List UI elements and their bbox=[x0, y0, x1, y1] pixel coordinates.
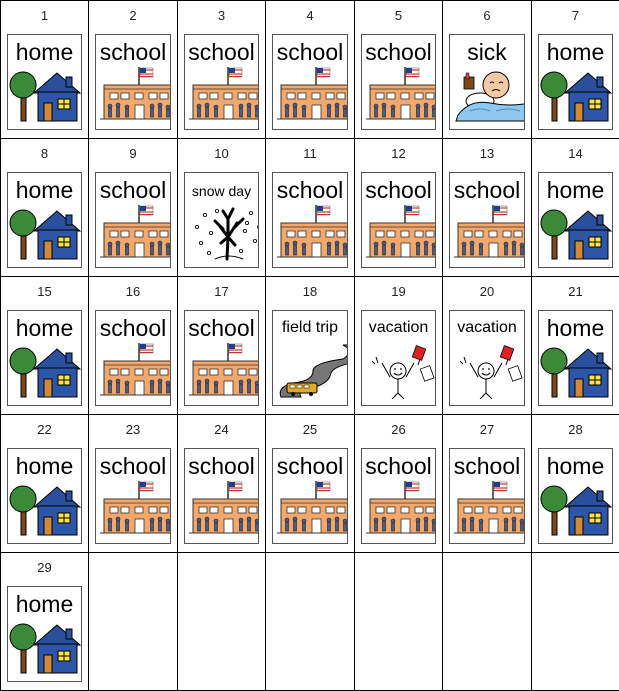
home-picture bbox=[8, 341, 81, 399]
school-picture bbox=[273, 203, 347, 261]
house-chimney bbox=[597, 353, 603, 363]
school-picture bbox=[185, 65, 258, 123]
house-icon bbox=[8, 479, 82, 537]
activity-card-school bbox=[272, 172, 348, 268]
snow-tree-icon bbox=[185, 203, 259, 261]
calendar-day-10 bbox=[177, 138, 266, 277]
school-picture bbox=[185, 341, 258, 399]
school-picture bbox=[362, 203, 435, 261]
calendar-day-11 bbox=[265, 138, 355, 277]
day-number: 1 bbox=[40, 8, 49, 23]
day-number: 10 bbox=[214, 146, 229, 161]
home-picture bbox=[539, 479, 612, 537]
calendar-day-1 bbox=[0, 0, 89, 139]
activity-card-school bbox=[184, 310, 259, 406]
day-number: 15 bbox=[37, 284, 52, 299]
head bbox=[390, 363, 406, 379]
day-number: 29 bbox=[37, 560, 52, 575]
school-icon bbox=[362, 479, 436, 537]
activity-label: school bbox=[453, 177, 521, 203]
home-picture bbox=[8, 65, 81, 123]
calendar-day-3 bbox=[177, 0, 266, 139]
calendar-day-6 bbox=[442, 0, 532, 139]
day-number: 7 bbox=[571, 8, 580, 23]
activity-label: field trip bbox=[281, 319, 339, 336]
home-picture bbox=[539, 341, 612, 399]
day-number: 11 bbox=[303, 146, 317, 161]
home-picture bbox=[8, 617, 81, 675]
happy-person-icon bbox=[362, 341, 436, 399]
activity-card-school bbox=[272, 448, 348, 544]
house-roof bbox=[34, 211, 80, 231]
tree-leaves bbox=[10, 72, 36, 98]
calendar-day-25 bbox=[265, 414, 355, 553]
activity-label: school bbox=[365, 453, 432, 479]
activity-label: school bbox=[453, 453, 521, 479]
house-roof bbox=[565, 349, 611, 369]
calendar-day-13 bbox=[442, 138, 532, 277]
school-picture bbox=[96, 341, 170, 399]
activity-card-home bbox=[538, 448, 613, 544]
day-number: 27 bbox=[479, 422, 495, 437]
red-tag bbox=[412, 346, 426, 361]
day-number: 19 bbox=[391, 284, 406, 299]
house-chimney bbox=[66, 215, 72, 225]
tree-leaves bbox=[10, 486, 36, 512]
school-picture bbox=[273, 65, 347, 123]
vacation-picture bbox=[362, 341, 435, 399]
activity-label: school bbox=[276, 453, 344, 479]
activity-card-fieldtrip bbox=[272, 310, 348, 406]
activity-card-school bbox=[272, 34, 348, 130]
activity-card-home bbox=[7, 586, 82, 682]
tree-leaves bbox=[10, 624, 36, 650]
activity-label: home bbox=[15, 39, 74, 65]
sick-picture bbox=[450, 65, 524, 123]
day-number: 18 bbox=[302, 284, 318, 299]
paper bbox=[508, 366, 522, 382]
activity-label: snow day bbox=[191, 183, 252, 199]
school-icon bbox=[96, 341, 171, 399]
school-icon bbox=[96, 479, 171, 537]
house-roof bbox=[34, 625, 80, 645]
house-door bbox=[44, 379, 52, 397]
house-chimney bbox=[66, 629, 72, 639]
activity-label: home bbox=[546, 315, 605, 341]
activity-label: home bbox=[15, 315, 74, 341]
calendar-day-14 bbox=[531, 138, 619, 277]
day-number: 2 bbox=[129, 8, 137, 23]
day-number: 17 bbox=[214, 284, 229, 299]
empty-calendar-cell bbox=[442, 552, 532, 691]
activity-label: school bbox=[276, 39, 344, 65]
school-picture bbox=[362, 479, 435, 537]
activity-card-school bbox=[184, 34, 259, 130]
school-door bbox=[489, 243, 498, 257]
school-icon bbox=[96, 203, 171, 261]
day-number: 9 bbox=[129, 146, 137, 161]
school-door bbox=[489, 519, 498, 533]
house-icon bbox=[539, 203, 613, 261]
house-roof bbox=[565, 211, 611, 231]
head bbox=[478, 363, 494, 379]
tree-leaves bbox=[541, 72, 567, 98]
home-picture bbox=[8, 479, 81, 537]
school-door bbox=[312, 243, 321, 257]
activity-label: home bbox=[15, 177, 74, 203]
fieldtrip-picture bbox=[273, 341, 347, 399]
home-picture bbox=[539, 65, 612, 123]
activity-label: school bbox=[99, 315, 167, 341]
activity-label: vacation bbox=[457, 319, 517, 336]
school-door bbox=[135, 105, 144, 119]
school-icon bbox=[96, 65, 171, 123]
activity-card-snow bbox=[184, 172, 259, 268]
activity-label: home bbox=[15, 453, 74, 479]
school-door bbox=[224, 381, 233, 395]
house-icon bbox=[8, 65, 82, 123]
tree-leaves bbox=[10, 210, 36, 236]
school-icon bbox=[362, 203, 436, 261]
activity-card-home bbox=[538, 34, 613, 130]
day-number: 25 bbox=[302, 422, 318, 437]
calendar-day-5 bbox=[354, 0, 443, 139]
activity-card-vacation bbox=[449, 310, 525, 406]
school-picture bbox=[450, 479, 524, 537]
activity-card-school bbox=[449, 448, 525, 544]
activity-card-school bbox=[95, 448, 171, 544]
school-picture bbox=[96, 203, 170, 261]
calendar-day-22 bbox=[0, 414, 89, 553]
house-roof bbox=[34, 349, 80, 369]
calendar-day-16 bbox=[88, 276, 178, 415]
activity-card-school bbox=[95, 34, 171, 130]
empty-calendar-cell bbox=[177, 552, 266, 691]
school-picture bbox=[273, 479, 347, 537]
house-chimney bbox=[597, 77, 603, 87]
empty-calendar-cell bbox=[354, 552, 443, 691]
school-door bbox=[224, 519, 233, 533]
home-picture bbox=[8, 203, 81, 261]
school-icon bbox=[362, 65, 436, 123]
happy-person-icon bbox=[450, 341, 525, 399]
day-number: 5 bbox=[394, 8, 403, 23]
activity-card-home bbox=[7, 448, 82, 544]
tree-leaves bbox=[541, 210, 567, 236]
house-roof bbox=[565, 487, 611, 507]
calendar-day-12 bbox=[354, 138, 443, 277]
day-number: 24 bbox=[214, 422, 229, 437]
day-number: 21 bbox=[568, 284, 583, 299]
activity-label: school bbox=[99, 177, 167, 203]
day-number: 13 bbox=[479, 146, 495, 161]
house-icon bbox=[8, 617, 82, 675]
school-icon bbox=[273, 65, 348, 123]
house-door bbox=[44, 103, 52, 121]
school-picture bbox=[362, 65, 435, 123]
activity-card-school bbox=[361, 448, 436, 544]
tree-leaves bbox=[541, 348, 567, 374]
school-door bbox=[135, 519, 144, 533]
house-icon bbox=[539, 341, 613, 399]
school-icon bbox=[450, 203, 525, 261]
house-chimney bbox=[66, 353, 72, 363]
house-door bbox=[575, 241, 583, 259]
calendar-day-28 bbox=[531, 414, 619, 553]
activity-card-home bbox=[538, 310, 613, 406]
calendar-day-26 bbox=[354, 414, 443, 553]
calendar-day-2 bbox=[88, 0, 178, 139]
vacation-picture bbox=[450, 341, 524, 399]
activity-card-school bbox=[361, 34, 436, 130]
house-icon bbox=[8, 341, 82, 399]
calendar-day-23 bbox=[88, 414, 178, 553]
calendar-day-7 bbox=[531, 0, 619, 139]
calendar-day-8 bbox=[0, 138, 89, 277]
day-number: 8 bbox=[40, 146, 49, 161]
day-number: 22 bbox=[37, 422, 52, 437]
tree-leaves bbox=[10, 348, 36, 374]
activity-label: school bbox=[276, 177, 344, 203]
day-number: 28 bbox=[568, 422, 583, 437]
empty-calendar-cell bbox=[531, 552, 619, 691]
activity-label: school bbox=[365, 177, 432, 203]
activity-label: school bbox=[188, 453, 255, 479]
school-icon bbox=[185, 341, 259, 399]
school-icon bbox=[273, 203, 348, 261]
calendar-day-17 bbox=[177, 276, 266, 415]
house-icon bbox=[539, 479, 613, 537]
activity-label: home bbox=[546, 177, 605, 203]
day-number: 23 bbox=[125, 422, 141, 437]
day-number: 20 bbox=[479, 284, 495, 299]
school-door bbox=[312, 519, 321, 533]
activity-card-school bbox=[449, 172, 525, 268]
day-number: 26 bbox=[391, 422, 406, 437]
red-tag bbox=[500, 346, 514, 361]
home-picture bbox=[539, 203, 612, 261]
activity-label: sick bbox=[467, 39, 507, 65]
calendar-day-18 bbox=[265, 276, 355, 415]
activity-label: home bbox=[546, 39, 605, 65]
school-door bbox=[224, 105, 233, 119]
activity-card-school bbox=[95, 172, 171, 268]
activity-card-school bbox=[95, 310, 171, 406]
day-number: 3 bbox=[217, 8, 226, 23]
house-chimney bbox=[597, 215, 603, 225]
house-chimney bbox=[66, 77, 72, 87]
blanket bbox=[456, 102, 525, 121]
calendar-day-21 bbox=[531, 276, 619, 415]
house-door bbox=[575, 379, 583, 397]
bus-road-icon bbox=[273, 341, 348, 399]
house-door bbox=[575, 517, 583, 535]
calendar-day-19 bbox=[354, 276, 443, 415]
calendar-day-20 bbox=[442, 276, 532, 415]
activity-card-school bbox=[361, 172, 436, 268]
school-door bbox=[135, 243, 144, 257]
day-number: 4 bbox=[306, 8, 314, 23]
activity-label: school bbox=[188, 315, 255, 341]
activity-label: school bbox=[365, 39, 432, 65]
activity-card-sick bbox=[449, 34, 525, 130]
house-roof bbox=[34, 73, 80, 93]
house-chimney bbox=[597, 491, 603, 501]
school-door bbox=[135, 381, 144, 395]
calendar-day-4 bbox=[265, 0, 355, 139]
calendar-day-24 bbox=[177, 414, 266, 553]
house-icon bbox=[8, 203, 82, 261]
calendar-day-15 bbox=[0, 276, 89, 415]
house-door bbox=[44, 517, 52, 535]
empty-calendar-cell bbox=[265, 552, 355, 691]
face bbox=[483, 72, 509, 98]
calendar-day-27 bbox=[442, 414, 532, 553]
school-icon bbox=[273, 479, 348, 537]
house-door bbox=[44, 241, 52, 259]
school-icon bbox=[450, 479, 525, 537]
day-number: 6 bbox=[483, 8, 491, 23]
activity-label: vacation bbox=[368, 319, 429, 336]
bare-tree bbox=[215, 209, 243, 259]
school-icon bbox=[185, 65, 259, 123]
house-roof bbox=[34, 487, 80, 507]
school-door bbox=[401, 519, 410, 533]
activity-label: home bbox=[15, 591, 74, 617]
house-door bbox=[44, 655, 52, 673]
school-door bbox=[312, 105, 321, 119]
house-icon bbox=[539, 65, 613, 123]
activity-card-home bbox=[7, 34, 82, 130]
house-chimney bbox=[66, 491, 72, 501]
day-number: 16 bbox=[125, 284, 141, 299]
day-number: 12 bbox=[391, 146, 406, 161]
activity-card-home bbox=[7, 172, 82, 268]
activity-card-vacation bbox=[361, 310, 436, 406]
school-door bbox=[401, 105, 410, 119]
activity-label: home bbox=[546, 453, 605, 479]
empty-calendar-cell bbox=[88, 552, 178, 691]
activity-card-school bbox=[184, 448, 259, 544]
calendar-day-29 bbox=[0, 552, 89, 691]
activity-label: school bbox=[99, 39, 167, 65]
snow-picture bbox=[185, 203, 258, 261]
school-picture bbox=[96, 65, 170, 123]
house-door bbox=[575, 103, 583, 121]
school-picture bbox=[185, 479, 258, 537]
activity-card-home bbox=[7, 310, 82, 406]
school-picture bbox=[96, 479, 170, 537]
school-door bbox=[401, 243, 410, 257]
activity-card-home bbox=[538, 172, 613, 268]
day-number: 14 bbox=[568, 146, 583, 161]
activity-label: school bbox=[99, 453, 167, 479]
sick-in-bed-icon bbox=[450, 65, 525, 123]
school-icon bbox=[185, 479, 259, 537]
calendar-day-9 bbox=[88, 138, 178, 277]
school-picture bbox=[450, 203, 524, 261]
house-roof bbox=[565, 73, 611, 93]
tree-leaves bbox=[541, 486, 567, 512]
paper bbox=[420, 366, 434, 382]
activity-label: school bbox=[188, 39, 255, 65]
